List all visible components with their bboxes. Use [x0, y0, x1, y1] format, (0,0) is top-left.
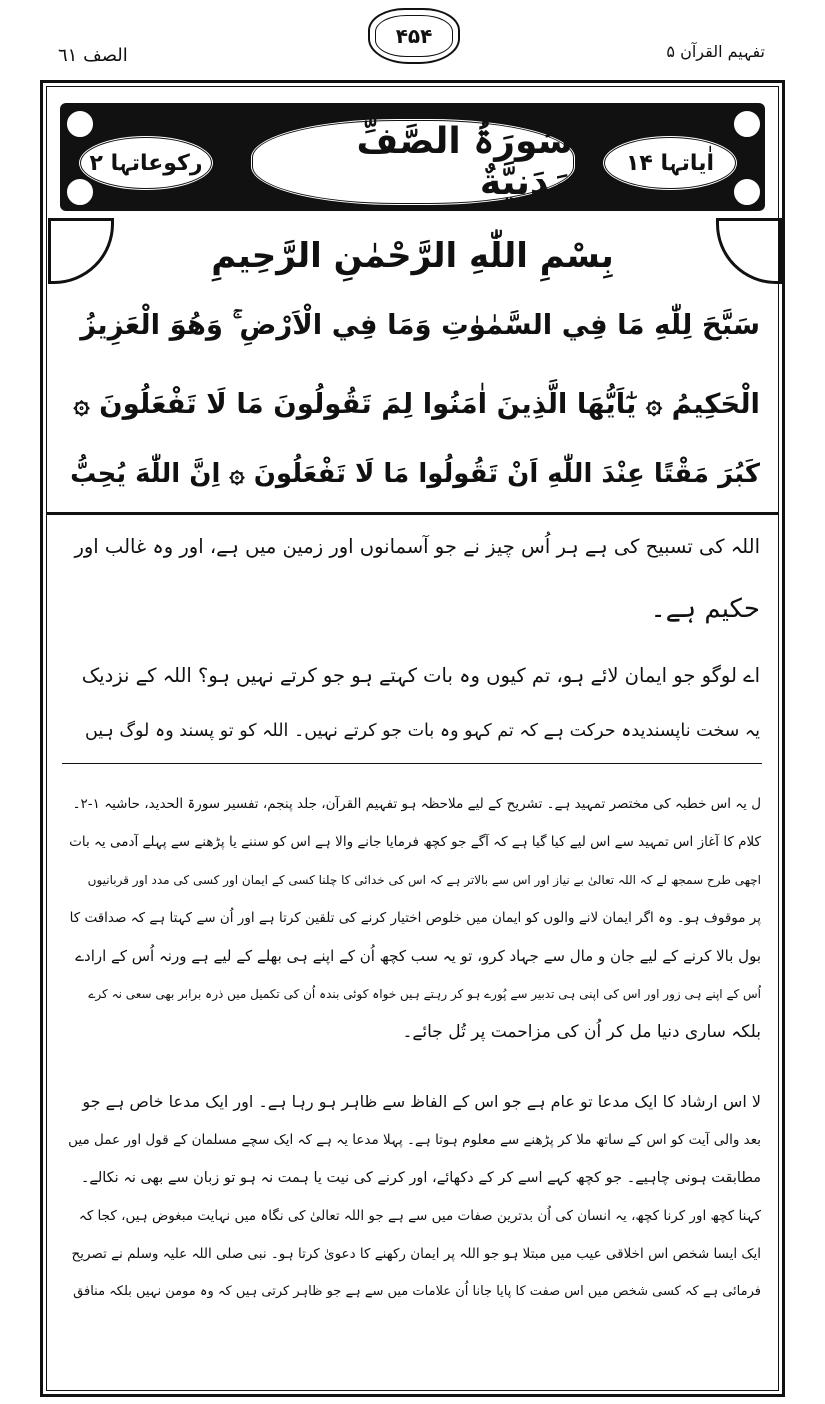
banner-ornament-icon	[64, 108, 96, 140]
ayat-count-cartouche	[78, 135, 214, 191]
footnote-line: ل یہ اس خطبہ کی مختصر تمہید ہے۔ تشریح کے لیے ملاحظہ ہو تفہیم القرآن، جلد پنجم، تفسیر سورۃ الحدید، حاشیہ ۱-۲۔	[72, 796, 761, 812]
footnote-line: بول بالا کرنے کے لیے جان و مال سے جہاد کرو، تو یہ سب کچھ اُن کے اپنے ہی بھلے کے لیے ہے ورنہ اُس کے ارادے	[75, 947, 761, 965]
ruku-count-cartouche	[602, 135, 738, 191]
arabic-ayah-line: كَبُرَ مَقْتًا عِنْدَ اللّٰهِ اَنْ تَقُولُوا مَا لَا تَفْعَلُونَ ۞ اِنَّ اللّٰهَ يُحِبُّ	[70, 459, 760, 489]
footnote-line: بعد والی آیت کو اس کے ساتھ ملا کر پڑھنے سے معلوم ہوتا ہے۔ پہلا مدعا یہ ہے کہ ایک سچے مسلمان کے قول اور عمل میں	[68, 1132, 761, 1148]
translation-line: اللہ کی تسبیح کی ہے ہر اُس چیز نے جو آسمانوں اور زمین میں ہے، اور وہ غالب اور	[74, 535, 760, 558]
footnote-line: فرمائی ہے کہ کسی شخص میں اس صفت کا پایا جانا اُن علامات میں سے ہے جو ظاہر کرتی ہیں کہ وہ مومن نہیں بلکہ منافق	[73, 1284, 761, 1299]
translation-line: اے لوگو جو ایمان لائے ہو، تم کیوں وہ بات کہتے ہو جو کرتے نہیں ہو؟ اللہ کے نزدیک	[81, 664, 760, 687]
footnote-line: اچھی طرح سمجھ لے کہ اللہ تعالیٰ بے نیاز اور اس سے بالاتر ہے کہ اس کی خدائی کا چلنا کسی کے ایمان اور کسی کی مدد اور قربانیوں	[87, 873, 761, 887]
footnote-line: کلام کا آغاز اس تمہید سے اس لیے کیا گیا ہے کہ آگے جو کچھ فرمایا جانے والا ہے اس کو سننے یا پڑھنے سے پہلے آدمی یہ بات	[69, 834, 761, 850]
footnote-line: اُس کے اپنے ہی زور اور اس کی اپنی ہی تدبیر سے پُورے ہو کر رہتے ہیں خواہ کوئی بندہ اُن کی تکمیل میں ذرہ برابر بھی سعی نہ کرے	[88, 987, 761, 1001]
page-number-badge	[368, 8, 460, 64]
footnote-line: مطابقت ہونی چاہیے۔ جو کچھ کہے اسے کر کے دکھائے، اور کرنے کی نیت یا ہمت نہ ہو تو زبان سے بھی نہ نکالے۔	[80, 1170, 761, 1186]
ruku-count-label: اٰیاتہا ۱۴	[626, 150, 714, 176]
banner-ornament-icon	[731, 176, 763, 208]
footnote-divider	[62, 763, 762, 764]
footnote-line: لا اس ارشاد کا ایک مدعا تو عام ہے جو اس کے الفاظ سے ظاہر ہو رہا ہے۔ اور ایک مدعا خاص ہے جو	[82, 1092, 761, 1111]
footnote-line: بلکہ ساری دنیا مل کر اُن کی مزاحمت پر تُل جائے۔	[402, 1022, 761, 1042]
banner-ornament-icon	[64, 176, 96, 208]
arabic-ayah-line: الْحَكِيمُ ۞ يٰٓاَيُّهَا الَّذِينَ اٰمَنُوا لِمَ تَقُولُونَ مَا لَا تَفْعَلُونَ ۞	[73, 388, 760, 420]
surah-reference: الصف ٦١	[58, 45, 128, 66]
bismillah: بِسْمِ اللّٰهِ الرَّحْمٰنِ الرَّحِيمِ	[211, 236, 614, 276]
translation-line: حکیم ہے۔	[650, 594, 760, 624]
arabic-ayah-line: سَبَّحَ لِلّٰهِ مَا فِي السَّمٰوٰتِ وَمَا فِي الْاَرْضِ ۚ وَهُوَ الْعَزِيزُ	[80, 309, 760, 341]
surah-title-panel	[250, 118, 576, 206]
book-title: تفہیم القرآن ۵	[666, 42, 765, 61]
footnote-line: کہنا کچھ اور کرنا کچھ، یہ انسان کی اُن بدترین صفات میں سے ہے جو اللہ تعالیٰ کی نگاہ میں نہایت مبغوض ہیں، کجا کہ	[78, 1208, 761, 1224]
banner-ornament-icon	[731, 108, 763, 140]
ayat-count-label: رکوعاتہا ۲	[89, 150, 203, 176]
footnote-line: پر موقوف ہو۔ وہ اگر ایمان لانے والوں کو ایمان میں خلوص اختیار کرنے کی تلقین کرتا ہے اور اُن سے کہتا ہے کہ صداقت کا	[69, 910, 761, 926]
footnote-line: ایک ایسا شخص اس اخلاقی عیب میں مبتلا ہو جو اللہ پر ایمان رکھنے کا دعویٰ کرتا ہو۔ نبی صلی اللہ علیہ وسلم نے تصریح	[71, 1246, 761, 1262]
translation-line: یہ سخت ناپسندیدہ حرکت ہے کہ تم کہو وہ بات جو کرتے نہیں۔ اللہ کو تو پسند وہ لوگ ہیں	[84, 721, 760, 741]
section-divider	[47, 512, 778, 515]
surah-title: سُورَۃُ الصَّفِّ مَدَنِيَّةٌ	[356, 121, 573, 203]
page-number: ۴۵۴	[395, 24, 433, 48]
